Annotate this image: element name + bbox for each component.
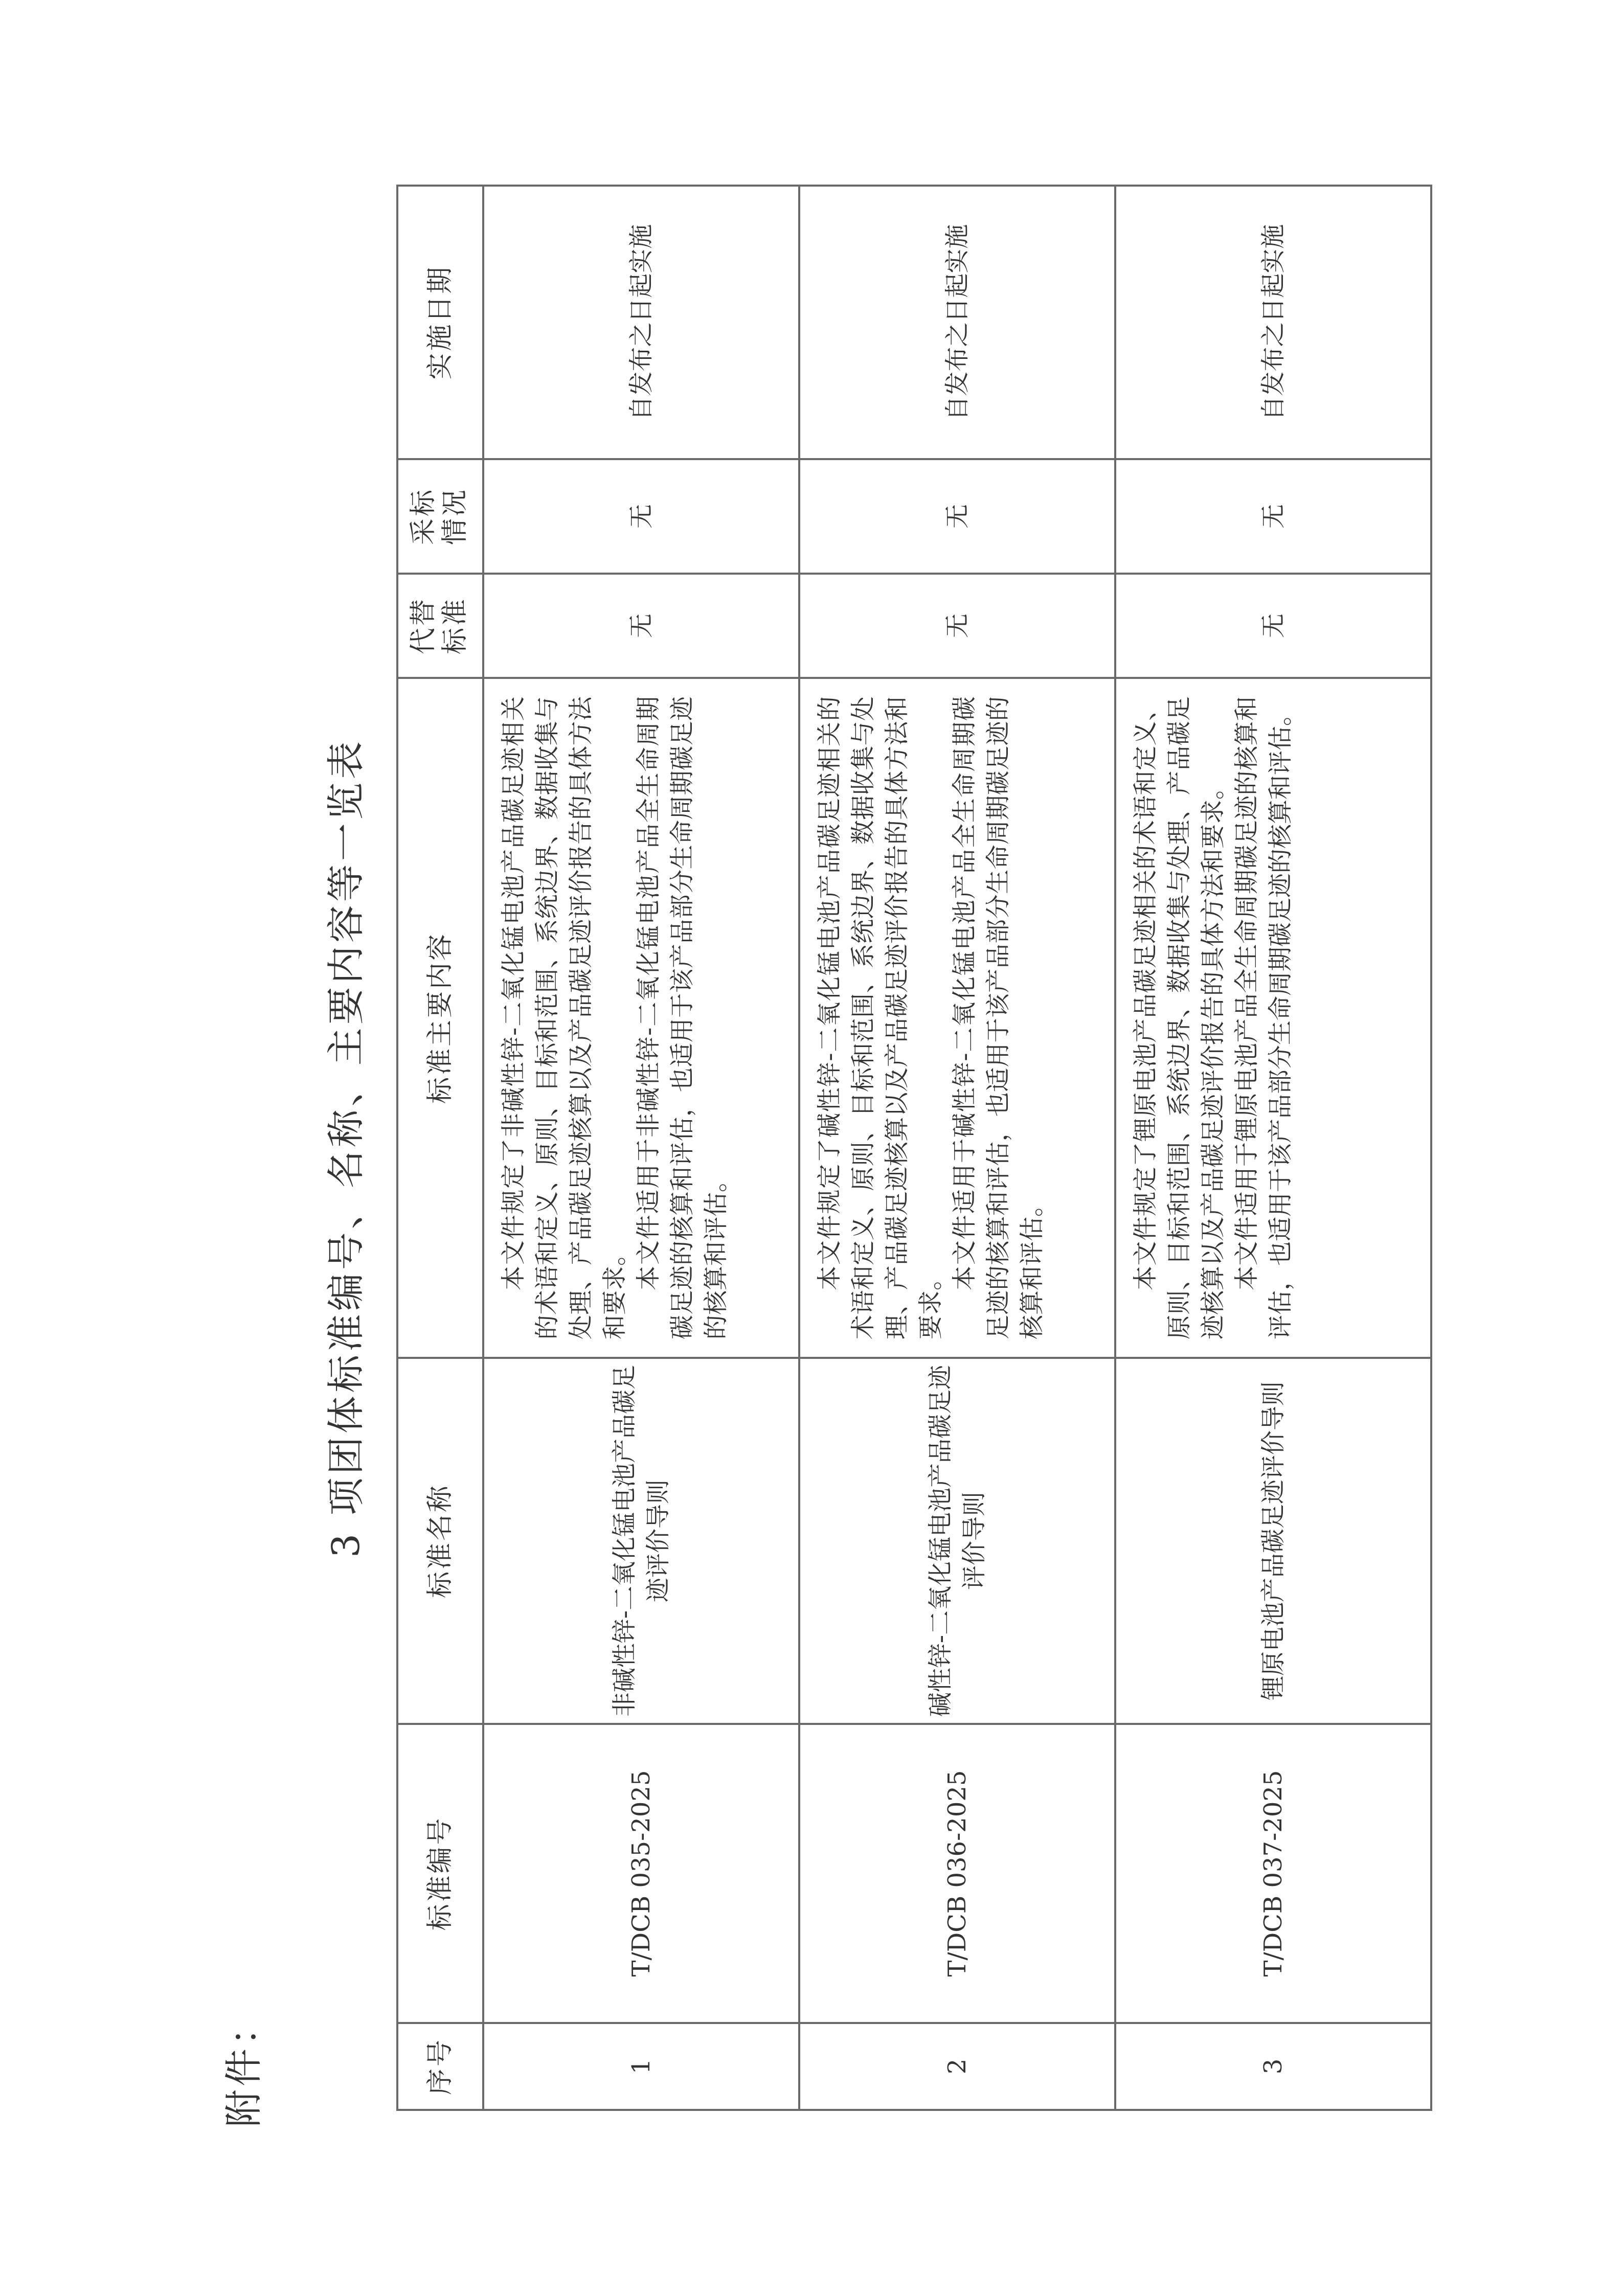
header-content: 标准主要内容 — [397, 678, 483, 1358]
table-row — [1115, 186, 1431, 2110]
header-adopt-line2: 情况 — [440, 488, 470, 545]
row-content — [799, 678, 1115, 1358]
header-replace — [397, 574, 483, 678]
row-content-scope: 本文件规定了碱性锌-二氧化锰电池产品碳足迹相关的术语和定义、原则、目标和范围、系统边界、数据收集与处理、产品碳足迹核算以及产品碳足迹评价报告的具体方法和要求。 — [815, 696, 945, 1339]
header-name: 标准名称 — [397, 1358, 483, 1724]
row-date: 自发布之日起实施 — [483, 186, 799, 459]
table-row — [483, 186, 799, 2110]
row-name: 非碱性锌-二氧化锰电池产品碳足迹评价导则 — [483, 1358, 799, 1724]
row-content-scope: 本文件规定了非碱性锌-二氧化锰电池产品碳足迹相关的术语和定义、原则、目标和范围、系统边界、数据收集与处理、产品碳足迹核算以及产品碳足迹评价报告的具体方法和要求。 — [499, 696, 629, 1339]
row-adopt: 无 — [1115, 459, 1431, 574]
row-adopt: 无 — [483, 459, 799, 574]
row-date: 自发布之日起实施 — [1115, 186, 1431, 459]
header-adopt-text — [408, 488, 471, 545]
row-code: T/DCB 036-2025 — [799, 1724, 1115, 2023]
standards-table — [396, 185, 1432, 2111]
row-content-scope: 本文件规定了锂原电池产品碳足迹相关的术语和定义、原则、目标和范围、系统边界、数据收集与处理、产品碳足迹核算以及产品碳足迹评价报告的具体方法和要求。 — [1131, 696, 1227, 1339]
header-replace-line2: 标准 — [440, 597, 470, 655]
header-date: 实施日期 — [397, 186, 483, 459]
row-content — [1115, 678, 1431, 1358]
header-code: 标准编号 — [397, 1724, 483, 2023]
header-no: 序号 — [397, 2023, 483, 2110]
row-code: T/DCB 035-2025 — [483, 1724, 799, 2023]
header-replace-line1: 代替 — [408, 597, 439, 655]
row-content — [483, 678, 799, 1358]
row-date: 自发布之日起实施 — [799, 186, 1115, 459]
table-header-row — [397, 186, 483, 2110]
header-replace-text — [408, 597, 471, 654]
row-replace: 无 — [799, 574, 1115, 678]
table-row — [799, 186, 1115, 2110]
header-adopt — [397, 459, 483, 574]
row-content-applicability: 本文件适用于非碱性锌-二氧化锰电池产品全生命周期碳足迹的核算和评估，也适用于该产品部分生命周期碳足迹的核算和评估。 — [634, 696, 730, 1339]
row-content-applicability: 本文件适用于碱性锌-二氧化锰电池产品全生命周期碳足迹的核算和评估，也适用于该产品部分生命周期碳足迹的核算和评估。 — [950, 696, 1046, 1339]
row-no: 2 — [799, 2023, 1115, 2110]
row-name: 碱性锌-二氧化锰电池产品碳足迹评价导则 — [799, 1358, 1115, 1724]
row-adopt: 无 — [799, 459, 1115, 574]
document-title: 3 项团体标准编号、名称、主要内容等一览表 — [324, 738, 368, 1558]
row-replace: 无 — [483, 574, 799, 678]
row-no: 3 — [1115, 2023, 1431, 2110]
row-name: 锂原电池产品碳足迹评价导则 — [1115, 1358, 1431, 1724]
row-content-applicability: 本文件适用于锂原电池产品全生命周期碳足迹的核算和评估，也适用于该产品部分生命周期碳足迹的核算和评估。 — [1232, 696, 1295, 1339]
row-replace: 无 — [1115, 574, 1431, 678]
row-code: T/DCB 037-2025 — [1115, 1724, 1431, 2023]
attachment-label: 附件： — [222, 2005, 266, 2127]
header-adopt-line1: 采标 — [408, 488, 439, 545]
row-no: 1 — [483, 2023, 799, 2110]
